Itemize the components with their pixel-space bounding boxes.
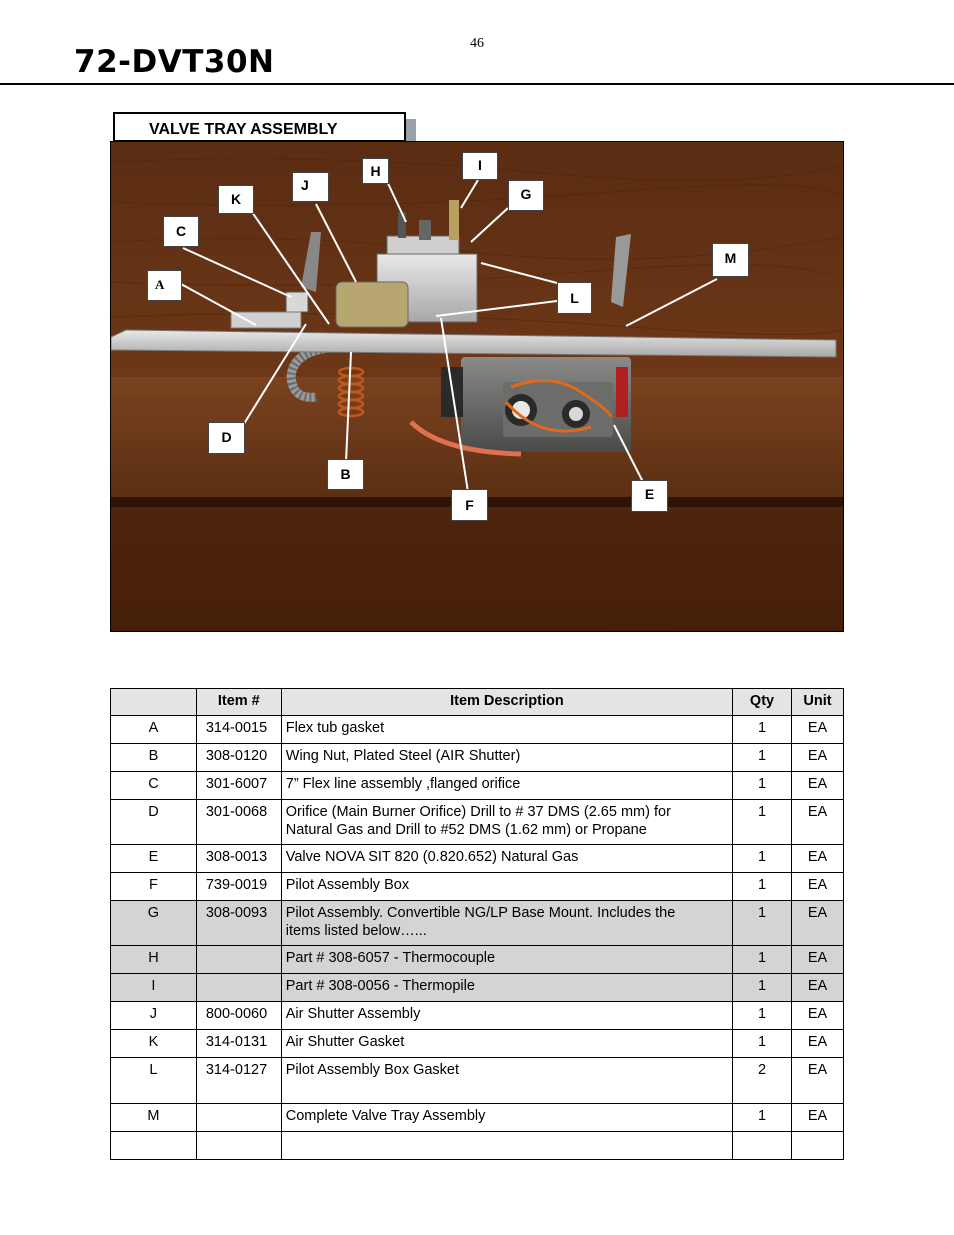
callout-K: K <box>218 185 254 214</box>
qty-cell: 1 <box>733 772 792 800</box>
description-line-2: Natural Gas and Drill to #52 DMS (1.62 mm) or Propane <box>285 822 647 838</box>
qty-cell <box>733 1132 792 1160</box>
gas-valve <box>411 357 631 454</box>
qty-cell: 1 <box>733 1002 792 1030</box>
callout-J: J <box>292 172 329 202</box>
qty-cell: 1 <box>733 1104 792 1132</box>
qty-cell: 2 <box>733 1058 792 1104</box>
header-qty: Qty <box>733 689 792 716</box>
description-line-1: Pilot Assembly. Convertible NG/LP Base Mount. Includes the <box>285 905 676 921</box>
unit-cell: EA <box>791 800 843 845</box>
description-cell <box>281 901 732 946</box>
callout-M: M <box>712 243 749 277</box>
parts-table <box>110 688 844 1160</box>
item-number-cell <box>196 1104 281 1132</box>
description-cell: Part # 308-0056 - Thermopile <box>281 974 732 1002</box>
unit-cell: EA <box>791 845 843 873</box>
header-item-number: Item # <box>196 689 281 716</box>
ref-cell: B <box>111 744 197 772</box>
ref-cell: A <box>111 716 197 744</box>
description-cell: 7” Flex line assembly ,flanged orifice <box>281 772 732 800</box>
unit-cell: EA <box>791 946 843 974</box>
header-unit: Unit <box>791 689 843 716</box>
table-row <box>111 716 844 744</box>
qty-cell: 1 <box>733 873 792 901</box>
item-number-cell: 308-0013 <box>196 845 281 873</box>
model-title: 72-DVT30N <box>74 44 275 80</box>
callout-L: L <box>557 282 592 314</box>
description-cell: Wing Nut, Plated Steel (AIR Shutter) <box>281 744 732 772</box>
callout-B: B <box>327 459 364 490</box>
description-cell: Pilot Assembly Box <box>281 873 732 901</box>
description-line-2: items listed below…... <box>285 923 427 939</box>
qty-cell: 1 <box>733 1030 792 1058</box>
qty-cell: 1 <box>733 716 792 744</box>
qty-cell: 1 <box>733 974 792 1002</box>
callout-F: F <box>451 489 488 521</box>
callout-I: I <box>462 152 498 180</box>
table-row <box>111 845 844 873</box>
item-number-cell: 314-0131 <box>196 1030 281 1058</box>
unit-cell: EA <box>791 1058 843 1104</box>
item-number-cell: 739-0019 <box>196 873 281 901</box>
unit-cell: EA <box>791 1030 843 1058</box>
unit-cell: EA <box>791 873 843 901</box>
ref-cell: G <box>111 901 197 946</box>
table-row <box>111 946 844 974</box>
unit-cell: EA <box>791 1104 843 1132</box>
description-cell <box>281 1132 732 1160</box>
table-row-empty <box>111 1132 844 1160</box>
ref-cell: E <box>111 845 197 873</box>
ref-cell: C <box>111 772 197 800</box>
description-cell: Complete Valve Tray Assembly <box>281 1104 732 1132</box>
item-number-cell: 301-0068 <box>196 800 281 845</box>
header-ref <box>111 689 197 716</box>
ref-cell: H <box>111 946 197 974</box>
item-number-cell: 308-0120 <box>196 744 281 772</box>
table-row <box>111 800 844 845</box>
description-cell: Pilot Assembly Box Gasket <box>281 1058 732 1104</box>
description-cell <box>281 800 732 845</box>
air-shutter <box>336 282 408 327</box>
header-rule <box>0 83 954 85</box>
qty-cell: 1 <box>733 946 792 974</box>
unit-cell: EA <box>791 744 843 772</box>
item-number-cell: 800-0060 <box>196 1002 281 1030</box>
callout-A: A <box>147 270 182 301</box>
table-row <box>111 873 844 901</box>
table-header-row <box>111 689 844 716</box>
item-number-cell <box>196 1132 281 1160</box>
callout-C: C <box>163 216 199 247</box>
callout-G: G <box>508 180 544 211</box>
item-number-cell <box>196 974 281 1002</box>
table-row <box>111 974 844 1002</box>
table-row <box>111 1104 844 1132</box>
ref-cell: L <box>111 1058 197 1104</box>
unit-cell: EA <box>791 974 843 1002</box>
qty-cell: 1 <box>733 800 792 845</box>
item-number-cell: 301-6007 <box>196 772 281 800</box>
ref-cell: F <box>111 873 197 901</box>
page-number: 46 <box>470 36 484 51</box>
ref-cell: J <box>111 1002 197 1030</box>
unit-cell: EA <box>791 901 843 946</box>
item-number-cell: 314-0015 <box>196 716 281 744</box>
header-item-description: Item Description <box>281 689 732 716</box>
qty-cell: 1 <box>733 845 792 873</box>
unit-cell: EA <box>791 1002 843 1030</box>
description-line-1: Orifice (Main Burner Orifice) Drill to # 37 DMS (2.65 mm) for <box>285 804 671 820</box>
description-cell: Air Shutter Assembly <box>281 1002 732 1030</box>
description-cell: Valve NOVA SIT 820 (0.820.652) Natural Gas <box>281 845 732 873</box>
item-number-cell: 308-0093 <box>196 901 281 946</box>
ref-cell: K <box>111 1030 197 1058</box>
qty-cell: 1 <box>733 744 792 772</box>
description-cell: Air Shutter Gasket <box>281 1030 732 1058</box>
valve-tray-photo <box>110 141 844 632</box>
description-cell: Part # 308-6057 - Thermocouple <box>281 946 732 974</box>
ref-cell: D <box>111 800 197 845</box>
table-row <box>111 772 844 800</box>
item-number-cell <box>196 946 281 974</box>
section-title: VALVE TRAY ASSEMBLY <box>113 112 406 142</box>
unit-cell <box>791 1132 843 1160</box>
callout-E: E <box>631 480 668 512</box>
callout-H: H <box>362 158 389 184</box>
ref-cell <box>111 1132 197 1160</box>
table-row <box>111 1030 844 1058</box>
ref-cell: M <box>111 1104 197 1132</box>
table-row <box>111 1058 844 1104</box>
unit-cell: EA <box>791 772 843 800</box>
ref-cell: I <box>111 974 197 1002</box>
table-row <box>111 1002 844 1030</box>
unit-cell: EA <box>791 716 843 744</box>
valve-tray-illustration <box>111 142 843 631</box>
copper-coil <box>339 368 363 416</box>
callout-D: D <box>208 422 245 454</box>
table-row <box>111 744 844 772</box>
table-row <box>111 901 844 946</box>
description-cell: Flex tub gasket <box>281 716 732 744</box>
qty-cell: 1 <box>733 901 792 946</box>
item-number-cell: 314-0127 <box>196 1058 281 1104</box>
